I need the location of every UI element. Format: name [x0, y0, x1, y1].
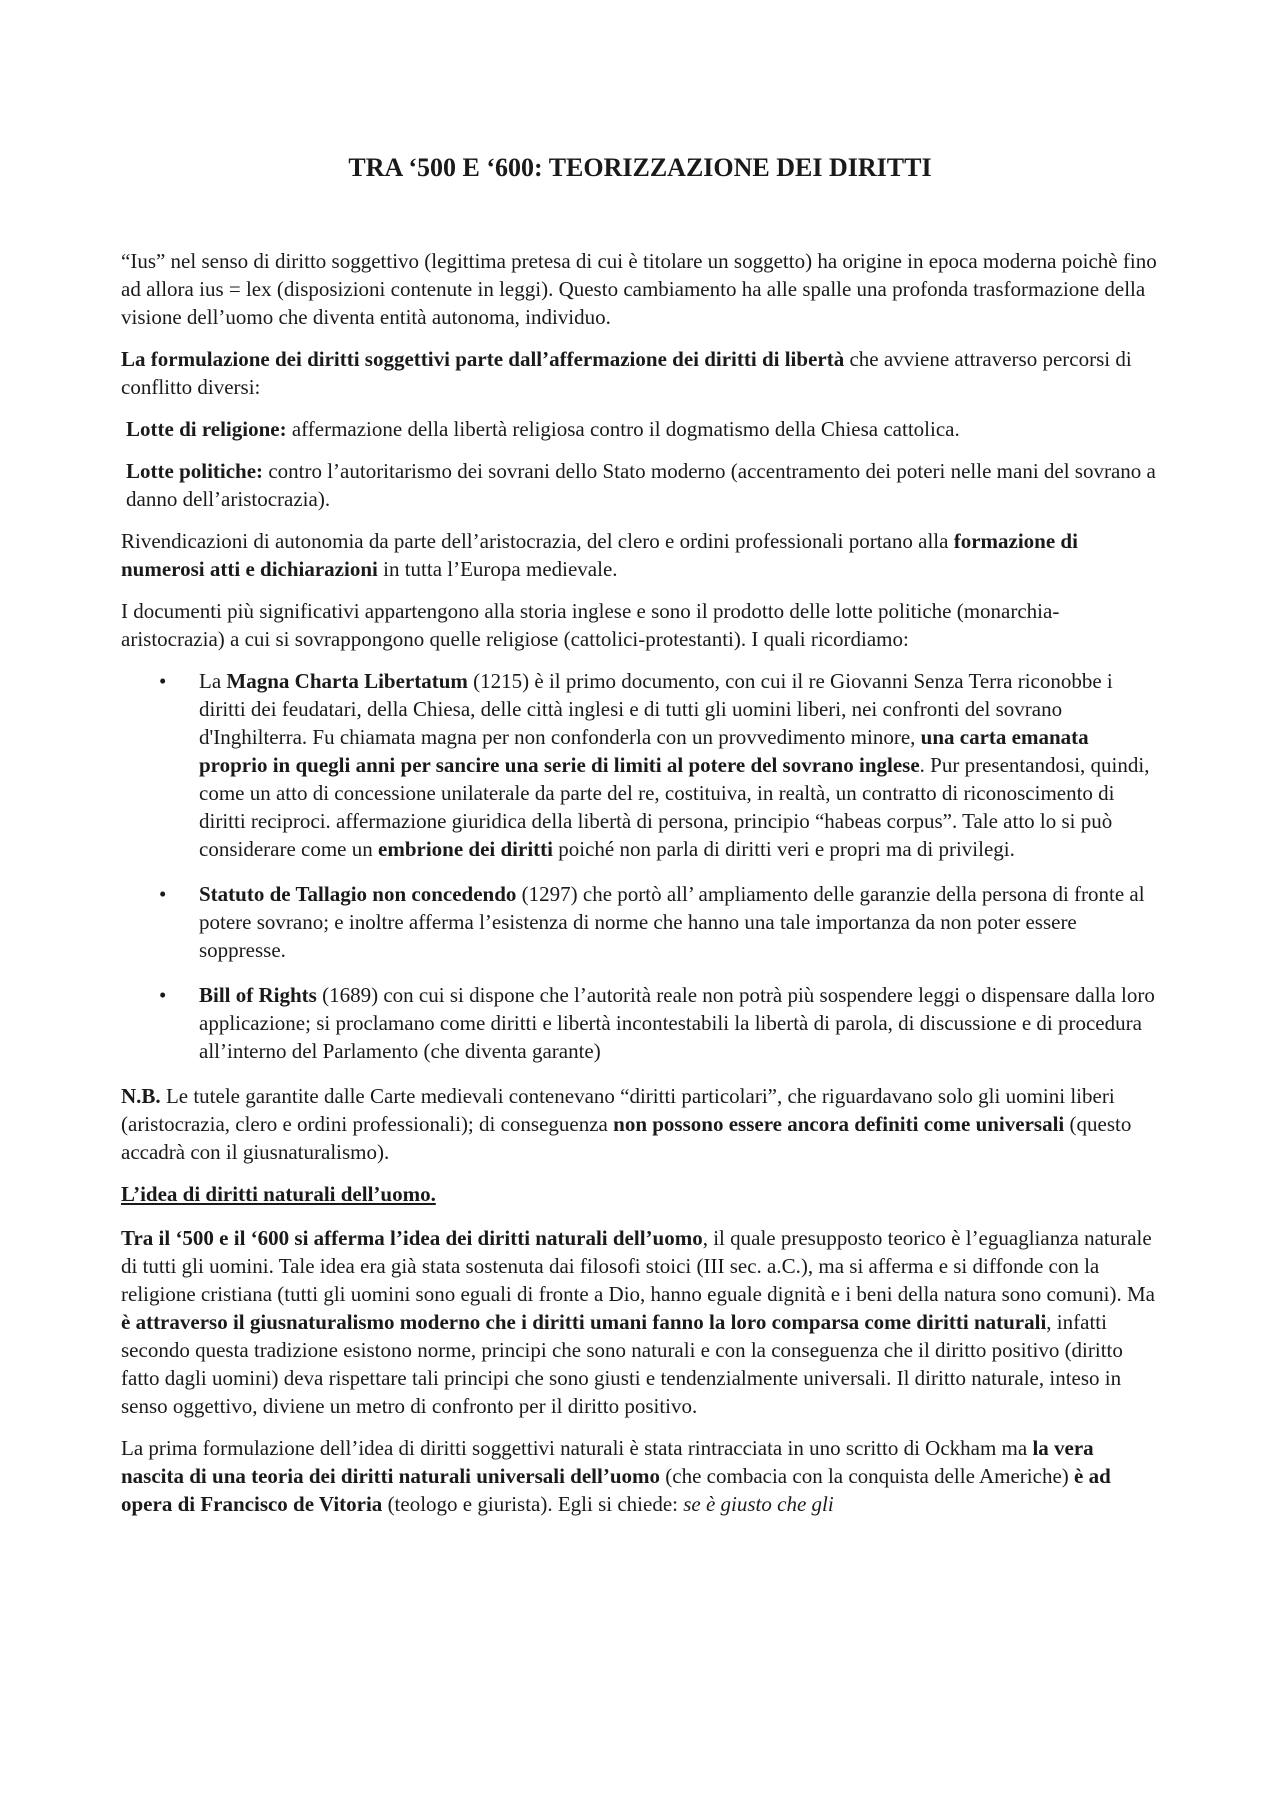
text: (teologo e giurista). Egli si chiede: [382, 1492, 684, 1516]
bold-text: embrione dei diritti [378, 837, 553, 861]
italic-text: se è giusto che gli [683, 1492, 834, 1516]
text: in tutta l’Europa medievale. [377, 557, 618, 581]
bullet: • [159, 882, 167, 906]
paragraph-english-documents: I documenti più significativi appartengono alla storia inglese e sono il prodotto delle lotte politiche (monarchia-aristocrazia) a cui si sovrappongono quelle religiose (cattolici-protestanti). I quali ricordiamo: [121, 599, 1060, 651]
text: (questo accadrà con il giusnaturalismo). [121, 1112, 1132, 1164]
text: (che combacia con la conquista delle Americhe) [660, 1464, 1075, 1488]
text: Le tutele garantite dalle Carte medievali contenevano “diritti particolari”, che riguardavano solo gli uomini liberi (aristocrazia, clero e ordini professionali); di conseguenza [121, 1084, 1115, 1136]
paragraph-liberty-rights [121, 345, 1161, 401]
bold-text: Tra il ‘500 e il ‘600 si afferma l’idea dei diritti naturali dell’uomo [121, 1226, 703, 1250]
page-title: TRA ‘500 E ‘600: TEORIZZAZIONE DEI DIRITTI [348, 153, 932, 182]
bold-text: Statuto de Tallagio non concedendo [199, 882, 517, 906]
list-item-statuto-tallagio [121, 880, 1161, 964]
text: affermazione della libertà religiosa contro il dogmatismo della Chiesa cattolica. [286, 417, 960, 441]
bullet: • [159, 669, 167, 693]
text: , il quale presupposto teorico è l’eguaglianza naturale di tutti gli uomini. Tale idea era già stata sostenuta dai filosofi stoici (III sec. a.C.), ma si afferma e si diffonde con la religione cristiana (tutti gli uomini sono eguali di fronte a Dio, hanno eguale dignità e i beni della natura sono comuni). Ma [121, 1226, 1155, 1306]
list-item-bill-of-rights [121, 981, 1161, 1065]
section-heading-natural-rights: L’idea di diritti naturali dell’uomo. [121, 1182, 436, 1206]
paragraph-political-struggles [121, 457, 1161, 513]
bold-text: la vera nascita di una teoria dei diritti naturali universali dell’uomo [121, 1436, 1094, 1488]
documents-list [121, 667, 1161, 1065]
bold-text: La formulazione dei diritti soggettivi parte dall’affermazione dei diritti di libertà [121, 347, 845, 371]
paragraph-vitoria [121, 1434, 1161, 1518]
bold-text: è ad opera di Francisco de Vitoria [121, 1464, 1111, 1516]
paragraph-autonomy-claims [121, 527, 1161, 583]
text: Rivendicazioni di autonomia da parte dell’aristocrazia, del clero e ordini professionali portano alla [121, 529, 954, 553]
text: poiché non parla di diritti veri e propri ma di privilegi. [553, 837, 1015, 861]
bold-text: non possono essere ancora definiti come universali [613, 1112, 1065, 1136]
text: La [199, 669, 227, 693]
nb-label: N.B. [121, 1084, 161, 1108]
bold-text: Bill of Rights [199, 983, 317, 1007]
text: (1215) è il primo documento, con cui il re Giovanni Senza Terra riconobbe i diritti dei feudatari, della Chiesa, delle città inglesi e di tutti gli uomini liberi, nei confronti del sovrano d'Inghilterra. Fu chiamata magna per non confonderla con un provvedimento minore, [199, 669, 1113, 749]
text: contro l’autoritarismo dei sovrani dello Stato moderno (accentramento dei poteri nelle mani del sovrano a danno dell’aristocrazia). [126, 459, 1156, 511]
text: che avviene attraverso percorsi di conflitto diversi: [121, 347, 1132, 399]
text: La prima formulazione dell’idea di diritti soggettivi naturali è stata rintracciata in uno scritto di Ockham ma [121, 1436, 1033, 1460]
bullet: • [159, 983, 167, 1007]
text: (1689) con cui si dispone che l’autorità reale non potrà più sospendere leggi o dispensare dalla loro applicazione; si proclamano come diritti e libertà incontestabili la libertà di parola, di discussione e di procedura all’interno del Parlamento (che diventa garante) [199, 983, 1155, 1063]
intro-paragraph: “Ius” nel senso di diritto soggettivo (legittima pretesa di cui è titolare un soggetto) ha origine in epoca moderna poichè fino ad allora ius = lex (disposizioni contenute in leggi). Questo cambiamento ha alle spalle una profonda trasformazione della visione dell’uomo che diventa entità autonoma, individuo. [121, 249, 1157, 329]
text: . Pur presentandosi, quindi, come un atto di concessione unilaterale da parte del re, costituiva, in realtà, un contratto di riconoscimento di diritti reciproci. affermazione giuridica della libertà di persona, principio “habeas corpus”. Tale atto lo si può considerare come un [199, 753, 1150, 861]
text: (1297) che portò all’ ampliamento delle garanzie della persona di fronte al potere sovrano; e inoltre afferma l’esistenza di norme che hanno una tale importanza da non poter essere soppresse. [199, 882, 1145, 962]
bold-text: è attraverso il giusnaturalismo moderno che i diritti umani fanno la loro comparsa come diritti naturali [121, 1310, 1047, 1334]
paragraph-nota-bene [121, 1082, 1161, 1166]
bold-text: una carta emanata proprio in quegli anni per sancire una serie di limiti al potere del sovrano inglese [199, 725, 1089, 777]
paragraph-religious-struggles [121, 415, 1161, 443]
text: , infatti secondo questa tradizione esistono norme, principi che sono naturali e con la conseguenza che il diritto positivo (diritto fatto dagli uomini) deva rispettare tali principi che sono giusti e tendenzialmente universali. Il diritto naturale, inteso in senso oggettivo, diviene un metro di confronto per il diritto positivo. [121, 1310, 1123, 1418]
bold-text: formazione di numerosi atti e dichiarazioni [121, 529, 1078, 581]
list-item-magna-charta [121, 667, 1161, 863]
bold-text: Magna Charta Libertatum [226, 669, 468, 693]
bold-text: Lotte politiche: [126, 459, 264, 483]
bold-text: Lotte di religione: [126, 417, 287, 441]
document-body [121, 247, 1161, 1532]
paragraph-natural-rights [121, 1224, 1161, 1420]
